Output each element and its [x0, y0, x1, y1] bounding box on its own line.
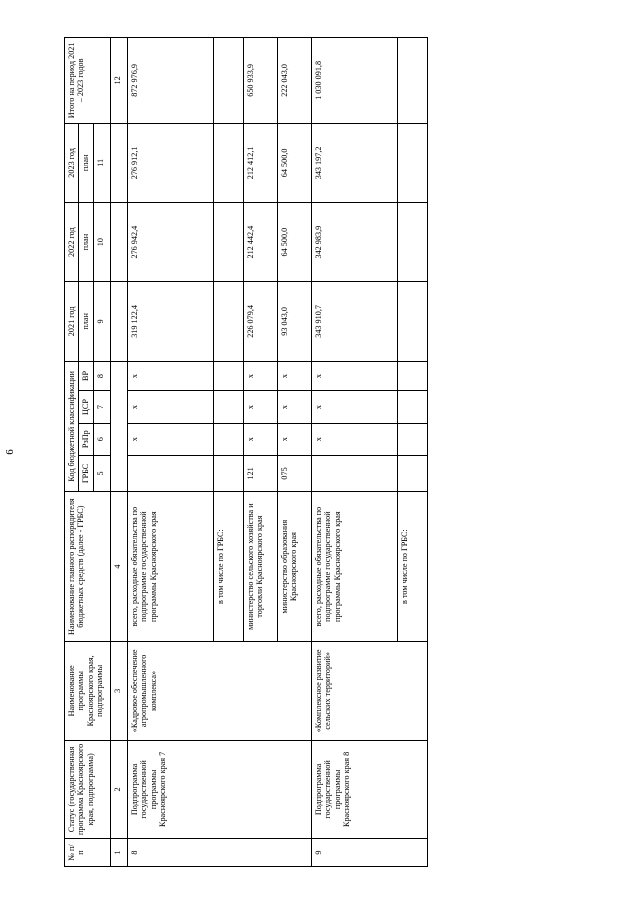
cell-code-csr: х: [243, 391, 277, 423]
cell-2022: 212 442,4: [243, 203, 277, 282]
cell-code-vr: х: [243, 361, 277, 391]
cell-total: [397, 38, 427, 124]
cell-2023: [213, 123, 243, 202]
cell-2023: 212 412,1: [243, 123, 277, 202]
colnum-4: 4: [110, 492, 127, 642]
colnum-8: 8: [93, 361, 110, 391]
cell-status: Подпрограмма государственной программы Красноярского края 8: [311, 740, 427, 839]
cell-2021: 343 910,7: [311, 282, 397, 361]
cell-2021: 226 079,4: [243, 282, 277, 361]
page-number: 6: [4, 449, 16, 455]
cell-2023: 64 500,0: [277, 123, 311, 202]
header-code-vr: ВР: [79, 361, 93, 391]
cell-code-csr: х: [311, 391, 397, 423]
table-row: [311, 38, 397, 867]
cell-status: Подпрограмма государственной программы Красноярского края 7: [127, 740, 311, 839]
colnum-2: 2: [110, 740, 127, 839]
header-year-2021: 2021 год: [65, 282, 79, 361]
cell-code-rzpr: х: [243, 423, 277, 455]
header-plan-2022: план: [79, 203, 93, 282]
cell-code-grbs: 121: [243, 455, 277, 491]
cell-grbs: министерство образования Красноярского края: [277, 492, 311, 642]
cell-code-csr: х: [277, 391, 311, 423]
cell-2021: [213, 282, 243, 361]
cell-grbs: всего, расходные обязательства по подпрограмме государственной программы Красноярского края: [311, 492, 397, 642]
colnum-10b: [110, 203, 127, 282]
cell-no: 8: [127, 839, 311, 867]
cell-2021: [397, 282, 427, 361]
header-no: № п/п: [65, 839, 111, 867]
table-row: [127, 38, 213, 867]
budget-table: [64, 37, 428, 867]
cell-2023: [397, 123, 427, 202]
cell-program: «Кадровое обеспечение агропромышленного комплекса»: [127, 642, 311, 741]
cell-code-vr: х: [277, 361, 311, 391]
header-year-2023: 2023 год: [65, 123, 79, 202]
cell-code-vr: [213, 361, 243, 391]
cell-total: 1 030 091,8: [311, 38, 397, 124]
cell-2023: 276 912,1: [127, 123, 213, 202]
header-status: Статус (государственная программа Красноярского края, подпрограмма): [65, 740, 111, 839]
colnum-spacer: [110, 361, 127, 492]
cell-code-csr: х: [127, 391, 213, 423]
colnum-3: 3: [110, 642, 127, 741]
colnum-6: 6: [93, 423, 110, 455]
cell-code-grbs: [397, 455, 427, 491]
cell-2023: 343 197,2: [311, 123, 397, 202]
cell-2022: 276 942,4: [127, 203, 213, 282]
colnum-7: 7: [93, 391, 110, 423]
cell-code-grbs: 075: [277, 455, 311, 491]
cell-2022: [397, 203, 427, 282]
cell-2022: 64 500,0: [277, 203, 311, 282]
rotated-table-wrapper: [64, 37, 576, 867]
cell-grbs: в том числе по ГРБС:: [397, 492, 427, 642]
header-code-grbs: ГРБС: [79, 455, 93, 491]
cell-2021: 319 122,4: [127, 282, 213, 361]
header-plan-2023: план: [79, 123, 93, 202]
header-total: Итого на период 2021 – 2023 годов: [65, 38, 111, 124]
header-code-csr: ЦСР: [79, 391, 93, 423]
cell-code-grbs: [127, 455, 213, 491]
cell-2022: [213, 203, 243, 282]
cell-grbs: всего, расходные обязательства по подпрограмме государственной программы Красноярского края: [127, 492, 213, 642]
cell-code-vr: [397, 361, 427, 391]
cell-total: 222 043,0: [277, 38, 311, 124]
cell-code-grbs: [213, 455, 243, 491]
colnum-10: 10: [93, 203, 110, 282]
colnum-11b: [110, 123, 127, 202]
cell-code-rzpr: х: [127, 423, 213, 455]
cell-program: «Комплексное развитие сельских территорий»: [311, 642, 427, 741]
cell-no: 9: [311, 839, 427, 867]
cell-total: 872 976,9: [127, 38, 213, 124]
cell-grbs: в том числе по ГРБС:: [213, 492, 243, 642]
table-column-number-row-2: [110, 38, 127, 867]
cell-2021: 93 043,0: [277, 282, 311, 361]
header-budget-code-group: Код бюджетной классификации: [65, 361, 79, 492]
cell-2022: 342 983,9: [311, 203, 397, 282]
header-code-rzpr: РзПр: [79, 423, 93, 455]
cell-code-rzpr: [397, 423, 427, 455]
cell-code-rzpr: х: [311, 423, 397, 455]
cell-code-csr: [397, 391, 427, 423]
colnum-11: 11: [93, 123, 110, 202]
cell-grbs: министерство сельского хозяйства и торговли Красноярского края: [243, 492, 277, 642]
cell-code-csr: [213, 391, 243, 423]
table-header-row: [65, 38, 79, 867]
colnum-1: 1: [110, 839, 127, 867]
header-year-2022: 2022 год: [65, 203, 79, 282]
cell-code-rzpr: [213, 423, 243, 455]
cell-code-rzpr: х: [277, 423, 311, 455]
colnum-9: 9: [93, 282, 110, 361]
cell-code-vr: х: [127, 361, 213, 391]
cell-total: 650 933,9: [243, 38, 277, 124]
header-grbs-name: Наименование главного распорядителя бюджетных средств (далее - ГРБС): [65, 492, 111, 642]
cell-total: [213, 38, 243, 124]
header-plan-2021: план: [79, 282, 93, 361]
colnum-9b: [110, 282, 127, 361]
cell-code-grbs: [311, 455, 397, 491]
header-program-name: Наименование программы Красноярского края, подпрограммы: [65, 642, 111, 741]
colnum-12: 12: [110, 38, 127, 124]
cell-code-vr: х: [311, 361, 397, 391]
colnum-5: 5: [93, 455, 110, 491]
